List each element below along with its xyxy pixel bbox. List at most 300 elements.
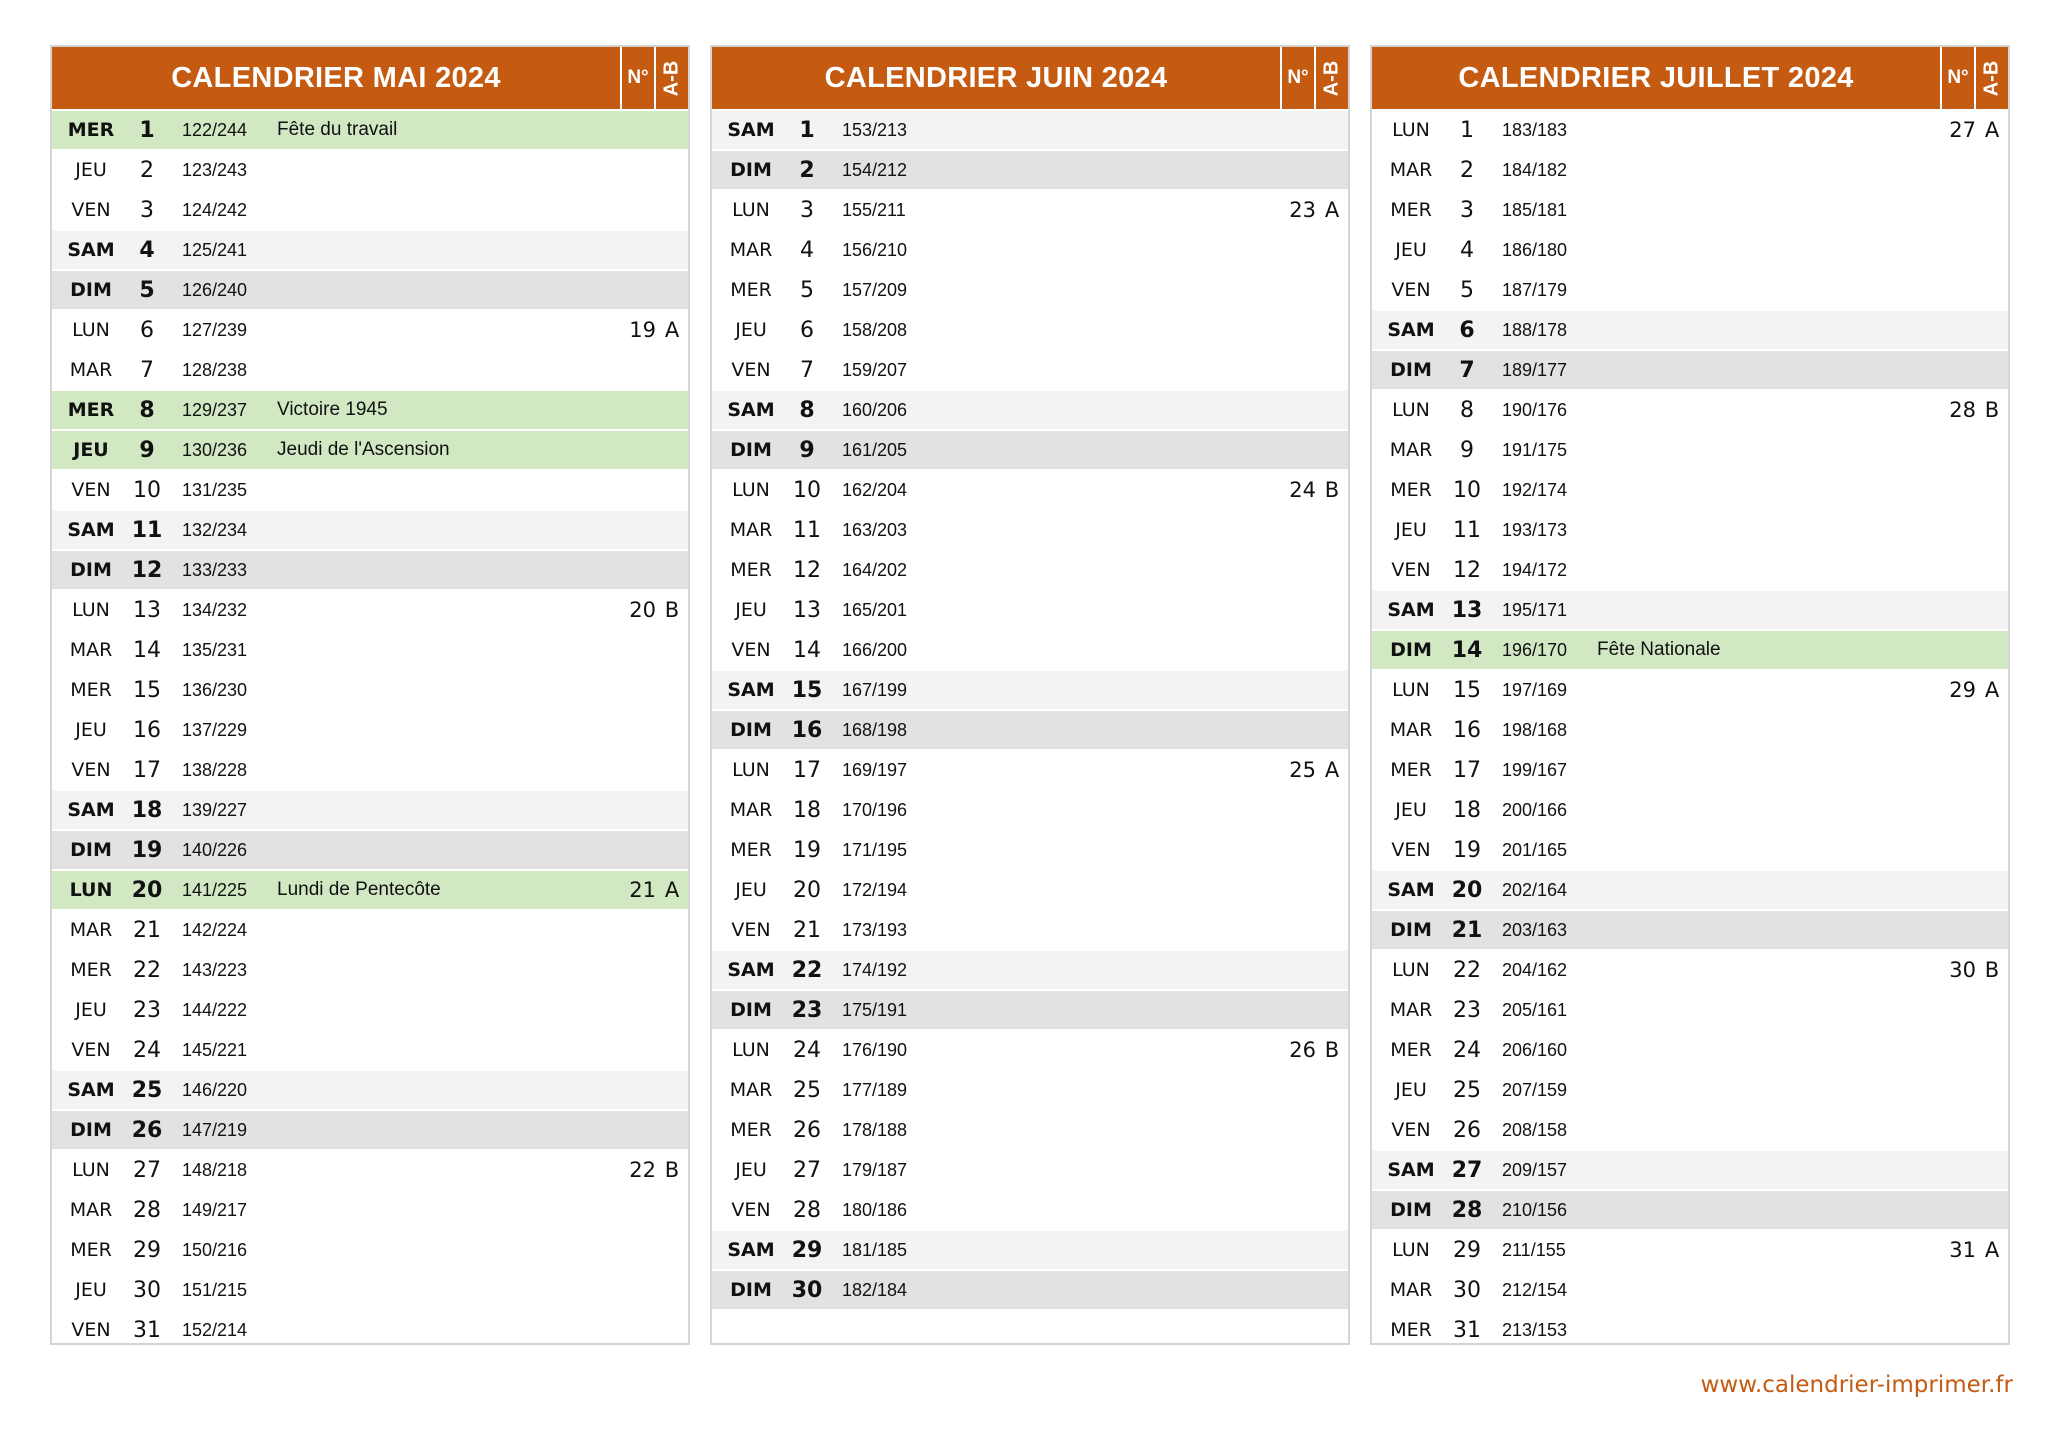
day-of-week: DIM (1390, 639, 1432, 661)
day-number: 20 (793, 877, 821, 903)
ab-week: A (664, 878, 680, 902)
day-of-year: 209/157 (1502, 1159, 1568, 1180)
day-of-year: 131/235 (182, 479, 248, 500)
day-of-year: 124/242 (182, 199, 248, 220)
day-row (52, 311, 688, 349)
day-number: 17 (793, 757, 821, 783)
day-number: 14 (133, 637, 161, 663)
day-of-year: 189/177 (1502, 359, 1568, 380)
month-july (1370, 45, 2010, 1345)
day-number: 2 (1460, 157, 1474, 183)
day-row (712, 1111, 1348, 1149)
day-row (1372, 1031, 2008, 1069)
day-of-week: JEU (1395, 519, 1427, 541)
day-of-year: 179/187 (842, 1159, 908, 1180)
day-of-week: JEU (735, 599, 767, 621)
day-row (1372, 551, 2008, 589)
day-number: 20 (131, 877, 163, 903)
month-title: CALENDRIER JUILLET 2024 (1458, 61, 1854, 94)
day-row (52, 871, 688, 909)
day-row (1372, 1191, 2008, 1229)
week-number-header: N° (627, 67, 649, 88)
day-number: 6 (1459, 317, 1475, 343)
day-number: 2 (799, 157, 815, 183)
day-row (52, 1071, 688, 1109)
day-of-year: 181/185 (842, 1239, 908, 1260)
ab-week-header-label: A-B (1980, 60, 2003, 96)
day-of-week: MER (1390, 1319, 1432, 1341)
ab-week: B (1324, 1038, 1340, 1062)
day-row (52, 591, 688, 629)
day-of-year: 163/203 (842, 519, 908, 540)
day-number: 23 (133, 997, 161, 1023)
day-number: 28 (793, 1197, 821, 1223)
day-row (52, 751, 688, 789)
day-row (712, 1271, 1348, 1309)
day-of-week: LUN (72, 319, 110, 341)
day-number: 22 (133, 957, 161, 983)
week-number: 31 (1949, 1238, 1976, 1262)
day-number: 19 (793, 837, 821, 863)
day-of-week: SAM (727, 399, 775, 421)
day-of-week: MAR (1389, 439, 1433, 461)
day-of-week: JEU (735, 879, 767, 901)
day-of-year: 171/195 (842, 839, 908, 860)
day-of-year: 158/208 (842, 319, 908, 340)
day-of-year: 129/237 (182, 399, 248, 420)
day-number: 25 (131, 1077, 163, 1103)
day-number: 8 (139, 397, 155, 423)
day-row (712, 871, 1348, 909)
day-row (712, 1031, 1348, 1069)
day-number: 24 (1453, 1037, 1481, 1063)
day-number: 26 (1453, 1117, 1481, 1143)
day-row (1372, 1071, 2008, 1109)
day-of-year: 203/163 (1502, 919, 1568, 940)
day-row (712, 271, 1348, 309)
day-of-week: JEU (1395, 1079, 1427, 1101)
day-of-week: MER (70, 959, 112, 981)
day-row (52, 431, 688, 469)
day-of-year: 168/198 (842, 719, 908, 740)
day-number: 11 (1453, 517, 1481, 543)
day-of-week: DIM (730, 999, 772, 1021)
day-row (52, 711, 688, 749)
day-of-week: SAM (1387, 1159, 1435, 1181)
day-row (52, 791, 688, 829)
day-number: 24 (133, 1037, 161, 1063)
day-row (1372, 271, 2008, 309)
day-number: 23 (791, 997, 823, 1023)
day-of-year: 133/233 (182, 559, 248, 580)
week-number: 19 (629, 318, 656, 342)
day-of-week: MAR (1389, 159, 1433, 181)
day-of-week: MAR (69, 639, 113, 661)
day-of-year: 177/189 (842, 1079, 908, 1100)
day-of-week: DIM (730, 1279, 772, 1301)
day-number: 6 (140, 317, 154, 343)
day-row (52, 111, 688, 149)
day-of-year: 183/183 (1502, 119, 1568, 140)
day-of-week: JEU (1395, 799, 1427, 821)
day-row (712, 1151, 1348, 1189)
day-of-year: 175/191 (842, 999, 908, 1020)
day-of-year: 123/243 (182, 159, 248, 180)
day-row (52, 351, 688, 389)
week-number-header: N° (1287, 67, 1309, 88)
day-of-year: 143/223 (182, 959, 248, 980)
day-row (712, 511, 1348, 549)
day-list (52, 111, 688, 1349)
day-row (52, 511, 688, 549)
day-of-week: VEN (1391, 839, 1431, 861)
day-of-week: VEN (731, 1199, 771, 1221)
month-header (1372, 47, 2008, 109)
month-header (52, 47, 688, 109)
day-of-year: 190/176 (1502, 399, 1568, 420)
day-of-year: 185/181 (1502, 199, 1568, 220)
day-number: 4 (1460, 237, 1474, 263)
day-row (1372, 711, 2008, 749)
day-row (52, 231, 688, 269)
day-number: 4 (139, 237, 155, 263)
day-of-week: LUN (732, 479, 770, 501)
ab-week-header (1976, 47, 2008, 109)
calendar-months (50, 45, 2010, 1345)
day-number: 30 (1453, 1277, 1481, 1303)
month-title: CALENDRIER JUIN 2024 (824, 61, 1168, 94)
day-of-week: SAM (67, 1079, 115, 1101)
day-row (712, 671, 1348, 709)
day-row (52, 1151, 688, 1189)
day-of-week: DIM (70, 839, 112, 861)
day-number: 22 (1453, 957, 1481, 983)
day-number: 15 (133, 677, 161, 703)
day-number: 25 (1453, 1077, 1481, 1103)
week-number: 23 (1289, 198, 1316, 222)
day-of-week: LUN (1392, 679, 1430, 701)
day-row (1372, 191, 2008, 229)
day-of-week: VEN (1391, 559, 1431, 581)
day-of-week: DIM (730, 719, 772, 741)
day-of-week: JEU (1395, 239, 1427, 261)
day-of-year: 210/156 (1502, 1199, 1568, 1220)
ab-week: A (1324, 198, 1340, 222)
week-number: 27 (1949, 118, 1976, 142)
day-of-year: 132/234 (182, 519, 248, 540)
ab-week: A (1984, 1238, 2000, 1262)
day-of-week: MER (67, 399, 115, 421)
day-of-week: DIM (730, 159, 772, 181)
week-number: 24 (1289, 478, 1316, 502)
day-row (712, 551, 1348, 589)
day-row (52, 271, 688, 309)
day-of-year: 140/226 (182, 839, 248, 860)
day-of-week: MER (730, 559, 772, 581)
day-number: 28 (133, 1197, 161, 1223)
day-row (712, 351, 1348, 389)
day-row (712, 391, 1348, 429)
day-of-week: MAR (729, 519, 773, 541)
day-number: 7 (140, 357, 154, 383)
day-number: 10 (133, 477, 161, 503)
day-row (52, 631, 688, 669)
day-of-year: 152/214 (182, 1319, 248, 1340)
day-number: 19 (1453, 837, 1481, 863)
day-number: 7 (800, 357, 814, 383)
day-row (1372, 871, 2008, 909)
day-of-week: SAM (727, 1239, 775, 1261)
day-row (52, 1111, 688, 1149)
day-of-year: 194/172 (1502, 559, 1568, 580)
day-of-week: MER (70, 1239, 112, 1261)
week-number: 22 (629, 1158, 656, 1182)
day-of-week: VEN (71, 759, 111, 781)
day-of-week: MAR (1389, 719, 1433, 741)
day-number: 23 (1453, 997, 1481, 1023)
day-list (1372, 111, 2008, 1349)
day-of-year: 174/192 (842, 959, 908, 980)
day-of-year: 150/216 (182, 1239, 248, 1260)
day-of-year: 173/193 (842, 919, 908, 940)
day-of-year: 157/209 (842, 279, 908, 300)
day-number: 21 (793, 917, 821, 943)
website-link[interactable]: www.calendrier-imprimer.fr (1700, 1372, 2013, 1398)
day-row (712, 791, 1348, 829)
day-number: 12 (1453, 557, 1481, 583)
day-number: 16 (133, 717, 161, 743)
day-row (52, 911, 688, 949)
day-of-year: 207/159 (1502, 1079, 1568, 1100)
day-number: 27 (133, 1157, 161, 1183)
day-of-year: 198/168 (1502, 719, 1568, 740)
day-of-week: JEU (75, 1279, 107, 1301)
day-of-week: JEU (735, 319, 767, 341)
day-of-week: JEU (75, 159, 107, 181)
day-number: 3 (800, 197, 814, 223)
week-number: 21 (629, 878, 656, 902)
day-of-year: 186/180 (1502, 239, 1568, 260)
day-row (712, 431, 1348, 469)
day-of-year: 145/221 (182, 1039, 248, 1060)
month-may (50, 45, 690, 1345)
day-row (52, 1231, 688, 1269)
day-number: 3 (140, 197, 154, 223)
day-number: 18 (793, 797, 821, 823)
day-row (52, 151, 688, 189)
day-of-year: 167/199 (842, 679, 908, 700)
day-number: 30 (133, 1277, 161, 1303)
day-row (1372, 911, 2008, 949)
day-number: 26 (793, 1117, 821, 1143)
day-row (712, 151, 1348, 189)
day-number: 12 (131, 557, 163, 583)
day-row (1372, 1111, 2008, 1149)
day-row (1372, 391, 2008, 429)
day-row (1372, 111, 2008, 149)
day-number: 11 (793, 517, 821, 543)
day-row (712, 991, 1348, 1029)
day-of-year: 130/236 (182, 439, 248, 460)
day-of-year: 197/169 (1502, 679, 1568, 700)
day-of-year: 125/241 (182, 239, 248, 260)
day-row (1372, 991, 2008, 1029)
day-of-week: SAM (67, 799, 115, 821)
day-of-year: 159/207 (842, 359, 908, 380)
day-of-year: 182/184 (842, 1279, 908, 1300)
day-of-year: 202/164 (1502, 879, 1568, 900)
day-number: 21 (133, 917, 161, 943)
ab-week-header (1316, 47, 1348, 109)
day-of-year: 154/212 (842, 159, 908, 180)
day-of-week: MAR (1389, 999, 1433, 1021)
day-of-year: 180/186 (842, 1199, 908, 1220)
ab-week-header-label: A-B (660, 60, 683, 96)
day-of-year: 147/219 (182, 1119, 248, 1140)
day-row (712, 911, 1348, 949)
day-of-week: VEN (731, 919, 771, 941)
day-row (52, 471, 688, 509)
day-row (1372, 1151, 2008, 1189)
day-of-year: 188/178 (1502, 319, 1568, 340)
day-of-year: 176/190 (842, 1039, 908, 1060)
day-of-week: MAR (69, 919, 113, 941)
day-row (1372, 151, 2008, 189)
day-number: 11 (131, 517, 163, 543)
day-of-week: LUN (732, 1039, 770, 1061)
day-number: 29 (133, 1237, 161, 1263)
day-of-week: LUN (1392, 1239, 1430, 1261)
day-number: 24 (793, 1037, 821, 1063)
day-number: 21 (1451, 917, 1483, 943)
day-of-week: JEU (75, 719, 107, 741)
day-row (712, 751, 1348, 789)
day-row (712, 471, 1348, 509)
day-of-week: VEN (731, 359, 771, 381)
day-of-week: VEN (1391, 279, 1431, 301)
day-number: 8 (1460, 397, 1474, 423)
day-of-year: 144/222 (182, 999, 248, 1020)
day-of-year: 136/230 (182, 679, 248, 700)
day-number: 5 (800, 277, 814, 303)
day-number: 5 (1460, 277, 1474, 303)
day-of-year: 122/244 (182, 119, 248, 140)
day-row (712, 591, 1348, 629)
day-of-year: 211/155 (1502, 1239, 1566, 1260)
day-of-year: 128/238 (182, 359, 248, 380)
ab-week: A (1984, 678, 2000, 702)
day-of-week: SAM (1387, 319, 1435, 341)
day-number: 15 (1453, 677, 1481, 703)
day-of-week: MAR (1389, 1279, 1433, 1301)
day-of-week: DIM (1390, 359, 1432, 381)
day-row (1372, 631, 2008, 669)
day-row (52, 1311, 688, 1349)
day-row (1372, 351, 2008, 389)
ab-week: B (664, 598, 680, 622)
day-number: 15 (791, 677, 823, 703)
event-label: Fête du travail (277, 119, 398, 140)
day-of-week: SAM (1387, 879, 1435, 901)
day-of-week: MER (70, 679, 112, 701)
day-number: 29 (791, 1237, 823, 1263)
day-of-year: 184/182 (1502, 159, 1568, 180)
day-row (1372, 1311, 2008, 1349)
day-of-week: MAR (729, 239, 773, 261)
day-row (1372, 591, 2008, 629)
day-number: 20 (1451, 877, 1483, 903)
event-label: Lundi de Pentecôte (277, 879, 441, 900)
day-of-week: DIM (70, 1119, 112, 1141)
day-row (712, 231, 1348, 269)
day-number: 1 (139, 117, 155, 143)
day-of-week: LUN (72, 1159, 110, 1181)
day-of-week: MER (1390, 479, 1432, 501)
day-number: 13 (793, 597, 821, 623)
day-number: 1 (1460, 117, 1474, 143)
day-of-year: 164/202 (842, 559, 908, 580)
day-number: 1 (799, 117, 815, 143)
day-of-week: MAR (729, 1079, 773, 1101)
day-of-week: VEN (71, 1039, 111, 1061)
day-of-year: 161/205 (842, 439, 908, 460)
day-of-week: LUN (732, 759, 770, 781)
day-row (1372, 1231, 2008, 1269)
day-of-week: MER (1390, 759, 1432, 781)
day-row (1372, 791, 2008, 829)
day-of-week: DIM (1390, 919, 1432, 941)
day-of-year: 151/215 (182, 1279, 248, 1300)
day-of-week: VEN (71, 1319, 111, 1341)
day-of-week: MER (1390, 199, 1432, 221)
day-of-year: 206/160 (1502, 1039, 1568, 1060)
day-of-year: 172/194 (842, 879, 908, 900)
day-of-year: 146/220 (182, 1079, 248, 1100)
day-of-week: MER (1390, 1039, 1432, 1061)
day-number: 16 (791, 717, 823, 743)
day-of-week: LUN (732, 199, 770, 221)
day-number: 9 (799, 437, 815, 463)
day-number: 14 (793, 637, 821, 663)
day-number: 29 (1453, 1237, 1481, 1263)
day-of-year: 196/170 (1502, 639, 1568, 660)
day-row (712, 1071, 1348, 1109)
day-of-year: 201/165 (1502, 839, 1568, 860)
ab-week: B (1984, 398, 2000, 422)
day-of-week: DIM (730, 439, 772, 461)
day-of-week: LUN (1392, 959, 1430, 981)
day-of-year: 170/196 (842, 799, 908, 820)
day-row (1372, 671, 2008, 709)
day-number: 19 (131, 837, 163, 863)
day-list (712, 111, 1348, 1309)
day-number: 22 (791, 957, 823, 983)
day-row (52, 951, 688, 989)
day-of-year: 139/227 (182, 799, 248, 820)
day-of-year: 192/174 (1502, 479, 1568, 500)
day-of-year: 166/200 (842, 639, 908, 660)
day-of-year: 213/153 (1502, 1319, 1568, 1340)
day-of-year: 212/154 (1502, 1279, 1568, 1300)
week-number: 30 (1949, 958, 1976, 982)
day-of-week: SAM (67, 519, 115, 541)
day-of-year: 187/179 (1502, 279, 1568, 300)
day-of-year: 193/173 (1502, 519, 1568, 540)
day-of-week: JEU (735, 1159, 767, 1181)
day-of-year: 127/239 (182, 319, 248, 340)
ab-week: A (1984, 118, 2000, 142)
day-of-week: SAM (1387, 599, 1435, 621)
